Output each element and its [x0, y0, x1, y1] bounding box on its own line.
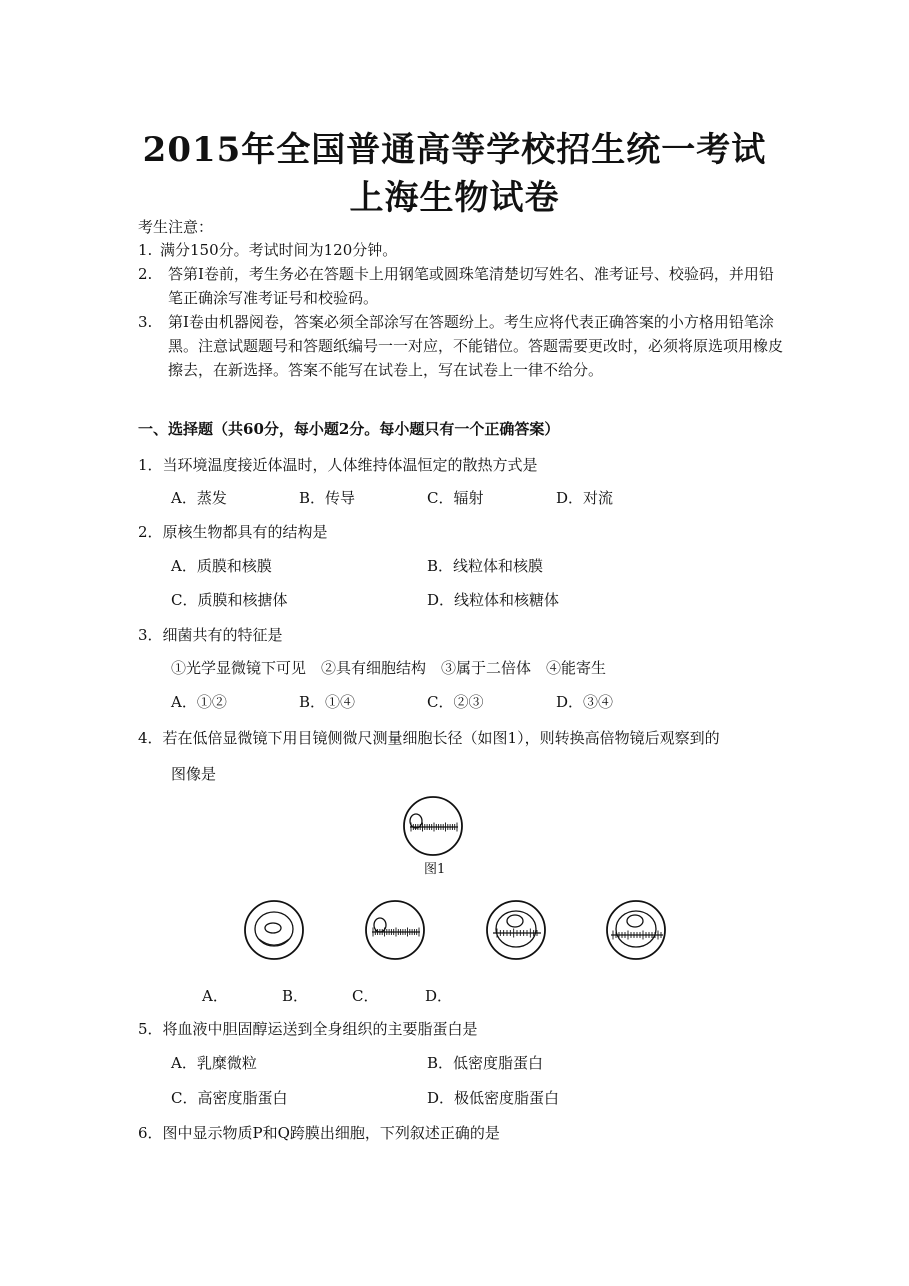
q5-option-d: D．极低密度脂蛋白	[427, 1089, 560, 1107]
notice-item-number: 1.	[138, 241, 153, 259]
q2-option-d: D．线粒体和核糖体	[427, 591, 560, 609]
notice-item-text: 第Ⅰ卷由机器阅卷，答案必须全部涂写在答题纷上。考生应将代表正确答案的小方格用铅笔涂黑。注意试题题号和答题纸编号一一对应，不能错位。答题需要更改时，必须将原选项用橡皮擦去，在新选择。答案不能写在试卷上，写在试卷上一律不给分。	[168, 313, 784, 379]
question-6-stem: 6．图中显示物质P和Q跨膜出细胞，下列叙述正确的是	[138, 1124, 500, 1142]
notice-item-number: 2.	[138, 265, 153, 283]
notice-item-text: 满分150分。考试时间为120分钟。	[160, 241, 398, 259]
q4-image-d	[605, 899, 667, 961]
q5-option-a: A．乳糜微粒	[171, 1054, 257, 1072]
q2-option-c: C．质膜和核搪体	[171, 591, 288, 609]
notice-item-number: 3.	[138, 313, 153, 331]
q3-option-d: D．③④	[556, 693, 614, 711]
notice-item-2	[138, 262, 788, 310]
q4-image-c	[485, 899, 547, 961]
q3-option-c: C．②③	[427, 693, 484, 711]
q2-option-a: A．质膜和核膜	[171, 557, 272, 575]
q4-option-d-label: D．	[425, 987, 453, 1005]
q5-option-c: C．高密度脂蛋白	[171, 1089, 288, 1107]
q4-image-a	[243, 899, 305, 961]
question-4-stem-line2: 图像是	[171, 765, 217, 783]
section-heading: 一、选择题（共60分，每小题2分。每小题只有一个正确答案）	[138, 420, 560, 438]
q4-option-b-label: B．	[282, 987, 309, 1005]
question-1-stem: 1．当环境温度接近体温时，人体维持体温恒定的散热方式是	[138, 456, 538, 474]
notice-label: 考生注意：	[138, 218, 214, 236]
q1-option-c: C．辐射	[427, 489, 484, 507]
question-3-stem: 3．细菌共有的特征是	[138, 626, 283, 644]
q2-option-b: B．线粒体和核膜	[427, 557, 544, 575]
exam-subtitle: 上海生物试卷	[349, 178, 560, 218]
exam-title: 2015年全国普通高等学校招生统一考试	[142, 130, 767, 170]
question-2-stem: 2．原核生物都具有的结构是	[138, 523, 328, 541]
q4-option-a-label: A．	[202, 987, 228, 1005]
q1-option-d: D．对流	[556, 489, 614, 507]
q4-option-c-label: C．	[352, 987, 379, 1005]
q3-option-b: B．①④	[299, 693, 356, 711]
q4-image-b	[364, 899, 426, 961]
q5-option-b: B．低密度脂蛋白	[427, 1054, 544, 1072]
figure-1-microscope-field	[402, 795, 464, 857]
notice-item-text: 答第Ⅰ卷前，考生务必在答题卡上用钢笔或圆珠笔清楚切写姓名、准考证号、校验码，并用铅笔正确涂写准考证号和校验码。	[168, 265, 774, 307]
notice-item-3	[138, 310, 788, 382]
q1-option-a: A．蒸发	[171, 489, 227, 507]
q3-statements: ①光学显微镜下可见 ②具有细胞结构 ③属于二倍体 ④能寄生	[171, 659, 607, 677]
question-5-stem: 5．将血液中胆固醇运送到全身组织的主要脂蛋白是	[138, 1020, 478, 1038]
question-4-stem-line1: 4．若在低倍显微镜下用目镜侧微尺测量细胞长径（如图1），则转换高倍物镜后观察到的	[138, 729, 720, 747]
notice-item-1	[138, 238, 788, 262]
q3-option-a: A．①②	[171, 693, 227, 711]
q1-option-b: B．传导	[299, 489, 356, 507]
figure-1-caption: 图1	[424, 862, 446, 877]
